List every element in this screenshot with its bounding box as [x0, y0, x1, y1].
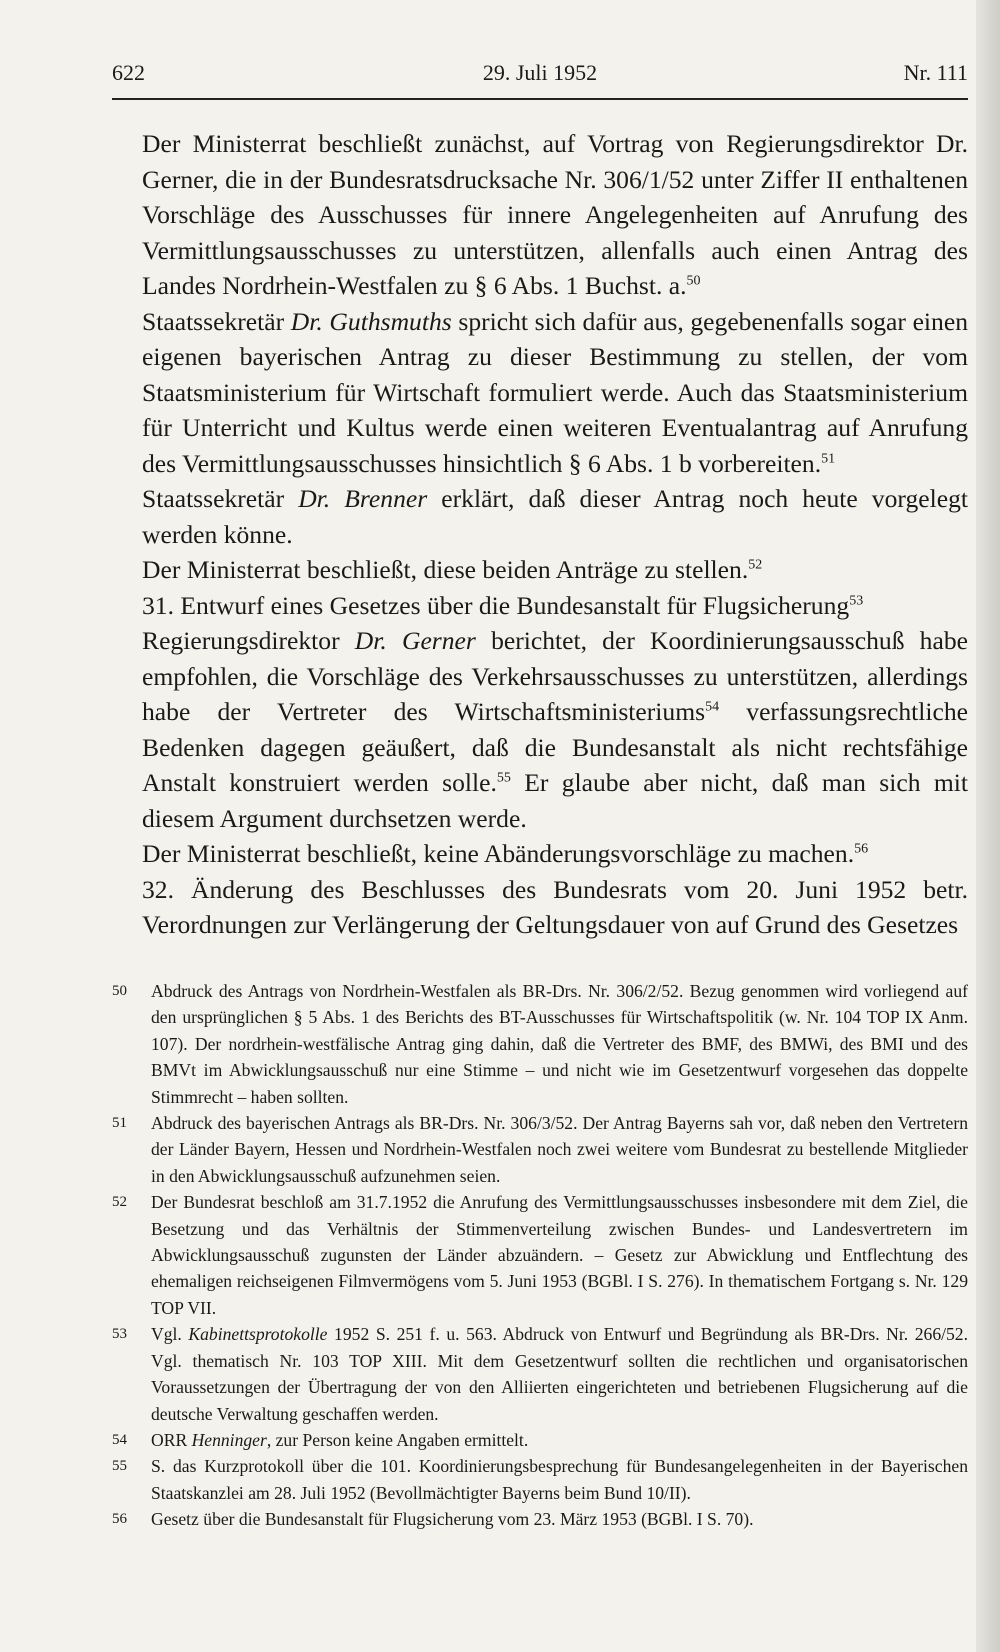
- page-number: 622: [112, 60, 145, 85]
- agenda-item-32: [142, 872, 968, 943]
- footnote-number: 50: [112, 983, 127, 999]
- footnotes: [112, 978, 968, 1533]
- paragraph-1: [142, 126, 968, 304]
- main-text: [142, 126, 968, 943]
- footnote-text: Abdruck des Antrags von Nordrhein-Westfalen als BR-Drs. Nr. 306/2/52. Bezug genommen wird vorliegend auf den ursprünglichen § 5 Abs. 1 des Berichts des BT-Ausschusses für Wirtschaftspolitik (w. Nr. 104 TOP IX Anm. 107). Der nordrhein-westfälische Antrag ging dahin, daß die Vertreter des BMF, des BMWi, des BMI und des BMVt im Abwicklungsausschuß nur eine Stimme – und nicht wie im Gesetzentwurf vorgesehen das doppelte Stimmrecht – haben sollten.: [151, 981, 968, 1107]
- page-edge-shadow: [976, 0, 1000, 1652]
- paragraph-6: [142, 623, 968, 836]
- footnote-text-a: Vgl.: [151, 1324, 189, 1345]
- footnote-text: Gesetz über die Bundesanstalt für Flugsicherung vom 23. März 1953 (BGBl. I S. 70).: [151, 1509, 754, 1530]
- paragraph-2-text-b: spricht sich dafür aus, gegebenenfalls sogar einen eigenen bayerischen Antrag zu dieser Bestimmung zu stellen, der vom Staatsministerium für Wirtschaft formuliert werde. Auch das Staatsministerium für Unterricht und Kultus werde einen weiteren Eventualantrag auf Anrufung des Vermittlungsausschusses hinsichtlich § 6 Abs. 1 b vorbereiten.: [142, 306, 968, 478]
- footnote-text: Der Bundesrat beschloß am 31.7.1952 die Anrufung des Vermittlungsausschusses insbesondere mit dem Ziel, die Besetzung und das Verhältnis der Stimmenverteilung zwischen Bundes- und Landesvertretern im Abwicklungsausschuß zugunsten der Länder abzuändern. – Gesetz zur Abwicklung und Entflechtung des ehemaligen reichseigenen Filmvermögens vom 5. Juni 1953 (BGBl. I S. 276). In thematischem Fortgang s. Nr. 129 TOP VII.: [151, 1192, 968, 1318]
- agenda-item-31-title: 31. Entwurf eines Gesetzes über die Bundesanstalt für Flugsicherung: [142, 590, 850, 620]
- footnote-56: [112, 1506, 968, 1532]
- header-rule: [112, 98, 968, 100]
- footnote-number: 54: [112, 1431, 127, 1448]
- paragraph-6-text-d: Er glaube aber nicht, daß man sich mit diesem Argument durchsetzen werde.: [142, 768, 968, 833]
- paragraph-3-text-a: Staatssekretär: [142, 484, 299, 513]
- footnote-number: 55: [112, 1458, 127, 1475]
- agenda-item-31: [142, 588, 968, 624]
- person-name-brenner: Dr. Brenner: [298, 484, 428, 513]
- footnote-55: [112, 1453, 968, 1506]
- footnote-text: Abdruck des bayerischen Antrags als BR-Drs. Nr. 306/3/52. Der Antrag Bayerns sah vor, daß neben den Vertretern der Länder Bayern, Hessen und Nordrhein-Westfalen noch zwei weitere vom Bundesrat zu bestellende Mitglieder in den Abwicklungsausschuß aufzunehmen seien.: [151, 1113, 968, 1186]
- person-name-henninger: Henninger: [191, 1429, 267, 1450]
- footnote-52: [112, 1189, 968, 1321]
- footnote-53: [112, 1321, 968, 1427]
- header-issue-number: Nr. 111: [903, 60, 968, 85]
- paragraph-6-text-a: Regierungsdirektor: [142, 626, 355, 655]
- footnote-ref-51: 51: [821, 450, 836, 466]
- paragraph-3: [142, 481, 968, 552]
- footnote-number: 53: [112, 1326, 127, 1343]
- paragraph-6-text-b: berichtet, der Koordinierungsausschuß habe empfohlen, die Vorschläge des Verkehrsausschusses zu unterstützen, allerdings habe der Vertreter des Wirtschaftsministeriums: [142, 626, 968, 726]
- person-name-guthsmuths: Dr. Guthsmuths: [290, 306, 452, 336]
- footnote-number: 52: [112, 1194, 127, 1211]
- footnote-ref-56: 56: [854, 841, 869, 857]
- footnote-text-b: 1952 S. 251 f. u. 563. Abdruck von Entwurf und Begründung als BR-Drs. Nr. 266/52. Vgl. thematisch Nr. 103 TOP XIII. Mit dem Gesetzentwurf sollten die rechtlichen und organisatorischen Voraussetzungen der Übertragung der von den Alliierten eingerichteten und betriebenen Flugsicherung auf die deutsche Verwaltung geschaffen werden.: [151, 1324, 969, 1424]
- agenda-item-32-title: 32. Änderung des Beschlusses des Bundesrats vom 20. Juni 1952 betr. Verordnungen zur Verlängerung der Geltungsdauer von auf Grund des Gesetzes: [142, 874, 968, 939]
- footnote-51: [112, 1110, 968, 1189]
- paragraph-7: [142, 836, 968, 872]
- paragraph-4-text: Der Ministerrat beschließt, diese beiden Anträge zu stellen.: [142, 555, 749, 584]
- footnote-text-a: ORR: [151, 1429, 192, 1450]
- footnote-number: 51: [112, 1115, 127, 1132]
- footnote-ref-55: 55: [496, 770, 511, 786]
- publication-title: Kabinettsprotokolle: [188, 1324, 328, 1345]
- paragraph-6-text-c: verfassungsrechtliche Bedenken dagegen geäußert, daß die Bundesanstalt als nicht rechtsfähige Anstalt konstruiert werden solle.: [142, 697, 968, 797]
- footnote-text-b: , zur Person keine Angaben ermittelt.: [266, 1429, 529, 1450]
- footnote-ref-54: 54: [705, 699, 720, 715]
- person-name-gerner: Dr. Gerner: [354, 626, 476, 655]
- paragraph-2-text-a: Staatssekretär: [142, 306, 291, 336]
- footnote-50: [112, 978, 968, 1110]
- footnote-ref-53: 53: [849, 592, 864, 608]
- header-date: 29. Juli 1952: [482, 60, 598, 85]
- paragraph-2: [142, 304, 968, 482]
- footnote-text: S. das Kurzprotokoll über die 101. Koordinierungsbesprechung für Bundesangelegenheiten in der Bayerischen Staatskanzlei am 28. Juli 1952 (Bevollmächtigter Bayerns beim Bund 10/II).: [151, 1456, 968, 1503]
- paragraph-7-text: Der Ministerrat beschließt, keine Abänderungsvorschläge zu machen.: [142, 839, 855, 868]
- footnote-number: 56: [112, 1511, 127, 1528]
- paragraph-4: [142, 552, 968, 588]
- paragraph-3-text-b: erklärt, daß dieser Antrag noch heute vorgelegt werden könne.: [142, 484, 968, 549]
- running-header: [112, 60, 968, 100]
- footnote-54: [112, 1427, 968, 1453]
- paragraph-1-text: Der Ministerrat beschließt zunächst, auf Vortrag von Regierungsdirektor Dr. Gerner, die in der Bundesratsdrucksache Nr. 306/1/52 unter Ziffer II enthaltenen Vorschläge des Ausschusses für innere Angelegenheiten auf Anrufung des Vermittlungsausschusses zu unterstützen, allenfalls auch einen Antrag des Landes Nordrhein-Westfalen zu § 6 Abs. 1 Buchst. a.: [142, 129, 968, 300]
- footnote-ref-52: 52: [748, 557, 763, 573]
- footnote-ref-50: 50: [686, 273, 701, 289]
